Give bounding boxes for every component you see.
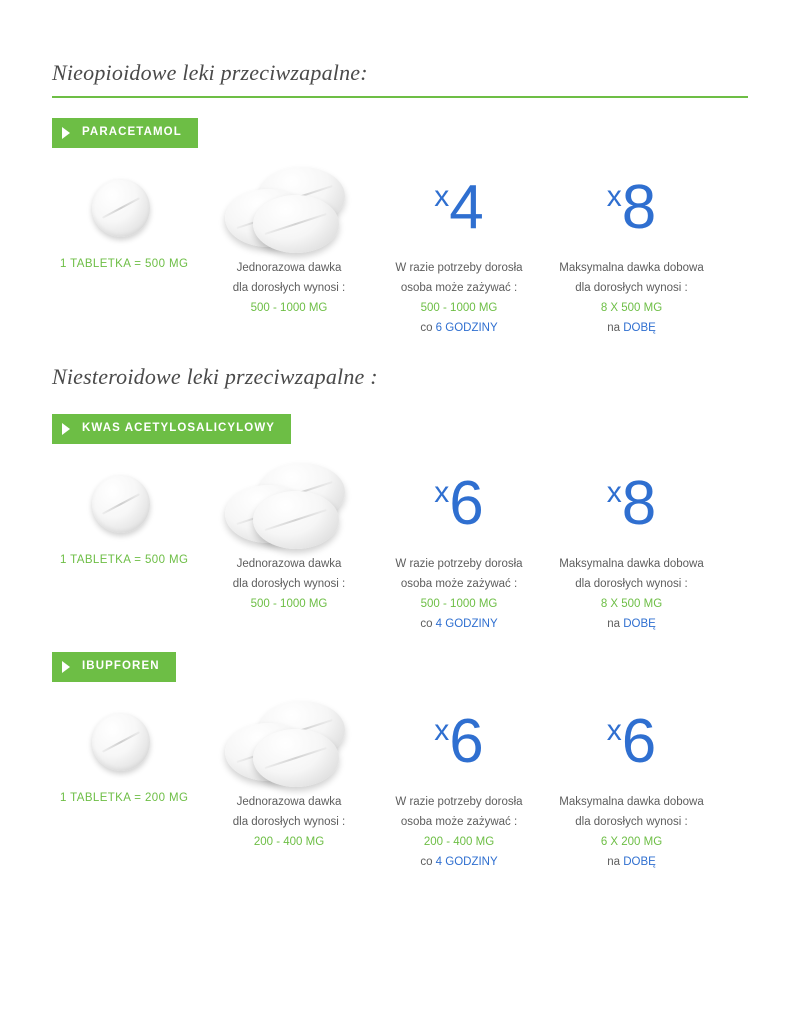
multiplier-number: 8 (621, 172, 657, 242)
max-daily-value: 8 X 500 MG (600, 597, 663, 610)
column-max-daily-kwas (544, 454, 719, 635)
column-single-dose-ibupforen (204, 692, 374, 852)
tablet-strength-label: 1 TABLETKA = 200 MG (60, 791, 189, 804)
drug-tag-kwas-acetylosalicylowy: KWAS ACETYLOSALICYLOWY (52, 414, 291, 444)
multiplier-x-symbol: x (606, 475, 622, 509)
as-needed-frequency (380, 318, 538, 338)
multiplier-number: 8 (621, 468, 657, 538)
multiplier-as-needed (434, 706, 484, 776)
drug-tag-wrap-kwas (52, 414, 748, 444)
period-value: DOBĘ (623, 321, 656, 334)
drug-row-ibupforen (52, 692, 748, 873)
multiplier-visual-as-needed (374, 692, 544, 792)
single-dose-value: 500 - 1000 MG (250, 301, 328, 314)
section-heading-1: Nieopioidowe leki przeciwzapalne: (52, 60, 368, 85)
caption-line-1: Jednorazowa dawka (236, 261, 342, 274)
pill-icon (253, 729, 339, 787)
section-heading-2: Niesteroidowe leki przeciwzapalne : (52, 364, 378, 389)
column-single-dose-paracetamol (204, 158, 374, 318)
max-daily-value: 6 X 200 MG (600, 835, 663, 848)
multiplier-visual-as-needed (374, 454, 544, 554)
single-pill-visual (52, 454, 204, 554)
max-daily-caption (544, 554, 719, 635)
frequency-prefix: co (420, 617, 436, 630)
multiplier-visual-max-daily (544, 692, 719, 792)
max-daily-period (550, 614, 713, 634)
column-as-needed-paracetamol (374, 158, 544, 339)
pill-stack-visual (204, 692, 374, 792)
single-dose-caption (204, 792, 374, 852)
caption-line-1: Jednorazowa dawka (236, 557, 342, 570)
pill-icon (92, 179, 150, 237)
as-needed-caption (374, 258, 544, 339)
frequency-value: 4 GODZINY (435, 617, 498, 630)
caption-line-2: dla dorosłych wynosi : (232, 281, 346, 294)
max-daily-period (550, 318, 713, 338)
multiplier-visual-max-daily (544, 158, 719, 258)
as-needed-frequency (380, 852, 538, 872)
period-prefix: na (607, 321, 624, 334)
pill-icon (253, 195, 339, 253)
column-max-daily-paracetamol (544, 158, 719, 339)
heading-divider-1 (52, 96, 748, 98)
caption-line-1: Maksymalna dawka dobowa (559, 557, 704, 570)
drug-tag-ibupforen: IBUPFOREN (52, 652, 176, 682)
caption-line-1: Maksymalna dawka dobowa (559, 795, 704, 808)
max-daily-value: 8 X 500 MG (600, 301, 663, 314)
tablet-strength-label: 1 TABLETKA = 500 MG (60, 553, 189, 566)
max-daily-caption (544, 258, 719, 339)
caption-line-1: W razie potrzeby dorosła (395, 261, 523, 274)
pill-stack-visual (204, 158, 374, 258)
period-prefix: na (607, 617, 624, 630)
tablet-strength-label: 1 TABLETKA = 500 MG (60, 257, 189, 270)
multiplier-number: 6 (449, 706, 484, 776)
multiplier-visual-as-needed (374, 158, 544, 258)
drug-row-kwas (52, 454, 748, 635)
section-spacer (52, 338, 748, 364)
pill-icon (92, 475, 150, 533)
multiplier-visual-max-daily (544, 454, 719, 554)
heading-spacer-2 (52, 400, 748, 414)
multiplier-max-daily (606, 468, 657, 538)
single-dose-caption (204, 554, 374, 614)
multiplier-x-symbol: x (606, 179, 622, 213)
column-tablet-ibupforen (52, 692, 204, 804)
drug-spacer (52, 634, 748, 652)
frequency-value: 6 GODZINY (435, 321, 498, 334)
multiplier-as-needed (434, 172, 484, 242)
max-daily-caption (544, 792, 719, 873)
frequency-value: 4 GODZINY (435, 855, 498, 868)
frequency-prefix: co (420, 855, 436, 868)
caption-line-2: dla dorosłych wynosi : (232, 577, 346, 590)
caption-line-1: W razie potrzeby dorosła (395, 557, 523, 570)
period-value: DOBĘ (623, 855, 656, 868)
multiplier-x-symbol: x (434, 179, 450, 213)
single-dose-value: 200 - 400 MG (253, 835, 325, 848)
multiplier-x-symbol: x (434, 475, 450, 509)
drug-tag-paracetamol: PARACETAMOL (52, 118, 198, 148)
caption-line-2: osoba może zażywać : (400, 815, 518, 828)
column-max-daily-ibupforen (544, 692, 719, 873)
single-pill-visual (52, 692, 204, 792)
period-prefix: na (607, 855, 624, 868)
pill-icon (92, 713, 150, 771)
drug-row-paracetamol (52, 158, 748, 339)
column-tablet-kwas (52, 454, 204, 566)
multiplier-number: 6 (621, 706, 657, 776)
caption-line-2: dla dorosłych wynosi : (232, 815, 346, 828)
caption-line-1: Maksymalna dawka dobowa (559, 261, 704, 274)
caption-line-2: dla dorosłych wynosi : (575, 577, 688, 590)
max-daily-period (550, 852, 713, 872)
multiplier-x-symbol: x (606, 713, 622, 747)
pill-stack-visual (204, 454, 374, 554)
frequency-prefix: co (420, 321, 436, 334)
column-as-needed-ibupforen (374, 692, 544, 873)
single-pill-visual (52, 158, 204, 258)
pill-stack-icon (219, 459, 359, 549)
caption-line-2: dla dorosłych wynosi : (575, 281, 688, 294)
single-dose-value: 500 - 1000 MG (250, 597, 328, 610)
drug-tag-wrap-paracetamol (52, 118, 748, 148)
as-needed-caption (374, 554, 544, 635)
multiplier-number: 4 (449, 172, 484, 242)
as-needed-caption (374, 792, 544, 873)
multiplier-max-daily (606, 172, 657, 242)
drug-tag-wrap-ibupforen (52, 652, 748, 682)
caption-line-1: W razie potrzeby dorosła (395, 795, 523, 808)
multiplier-max-daily (606, 706, 657, 776)
column-tablet-paracetamol (52, 158, 204, 270)
single-dose-caption (204, 258, 374, 318)
period-value: DOBĘ (623, 617, 656, 630)
multiplier-number: 6 (449, 468, 484, 538)
pill-stack-icon (219, 697, 359, 787)
as-needed-frequency (380, 614, 538, 634)
as-needed-value: 500 - 1000 MG (420, 597, 498, 610)
multiplier-as-needed (434, 468, 484, 538)
caption-line-2: osoba może zażywać : (400, 577, 518, 590)
as-needed-value: 200 - 400 MG (423, 835, 495, 848)
caption-line-2: osoba może zażywać : (400, 281, 518, 294)
pill-icon (253, 491, 339, 549)
caption-line-1: Jednorazowa dawka (236, 795, 342, 808)
caption-line-2: dla dorosłych wynosi : (575, 815, 688, 828)
column-single-dose-kwas (204, 454, 374, 614)
as-needed-value: 500 - 1000 MG (420, 301, 498, 314)
multiplier-x-symbol: x (434, 713, 450, 747)
pill-stack-icon (219, 163, 359, 253)
column-as-needed-kwas (374, 454, 544, 635)
